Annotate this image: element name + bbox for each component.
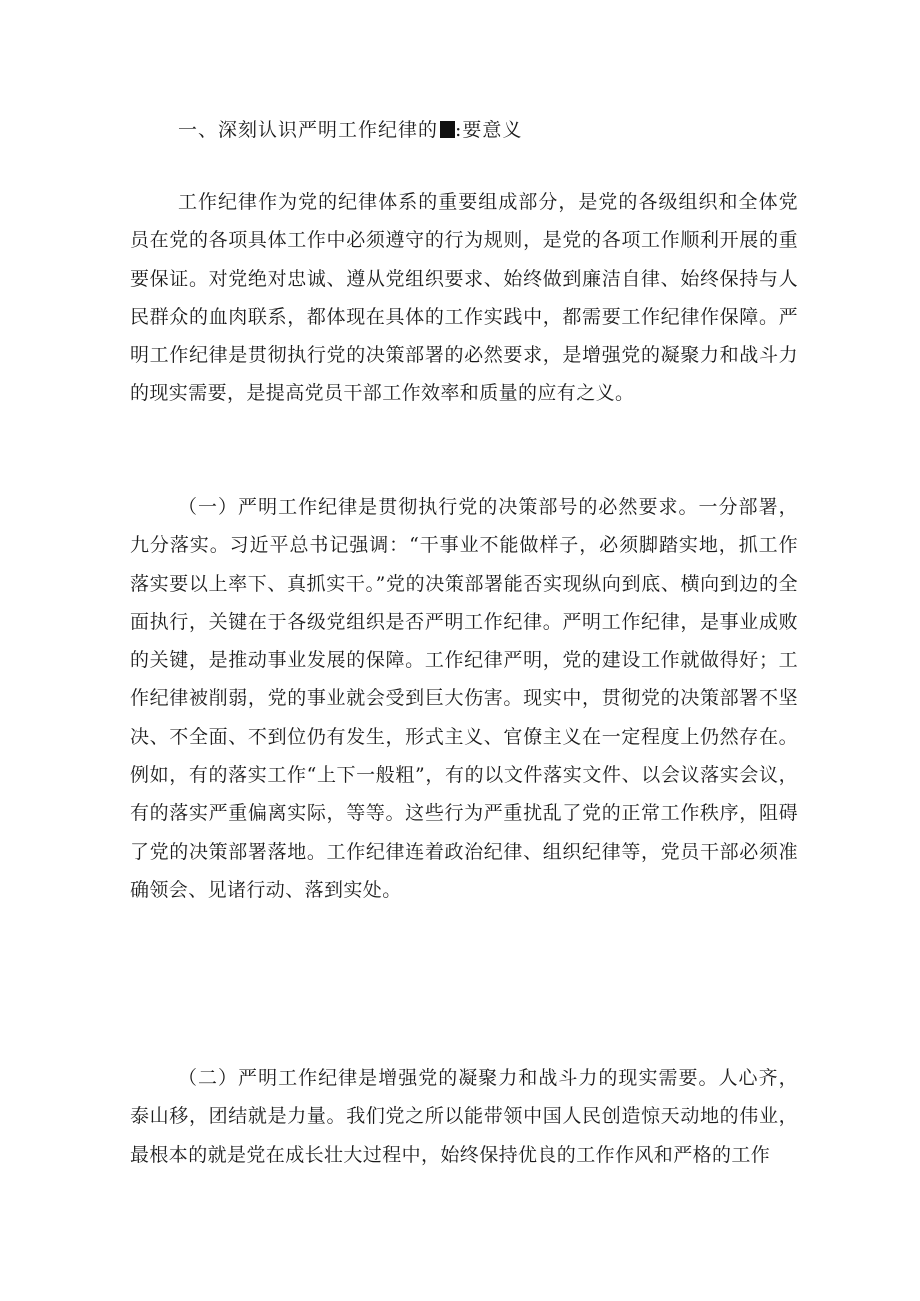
section-heading [178, 116, 522, 144]
redaction-mark [440, 121, 455, 138]
paragraph-intro: 工作纪律作为党的纪律体系的重要组成部分，是党的各级组织和全体党员在党的各项具体工作中必须遵守的行为规则，是党的各项工作顺利开展的重要保证。对党绝对忠诚、遵从党组织要求、始终做到廉洁自律、始终保持与人民群众的血肉联系，都体现在具体的工作实践中，都需要工作纪律作保障。严明工作纪律是贯彻执行党的决策部署的必然要求，是增强党的凝聚力和战斗力的现实需要，是提高党员干部工作效率和质量的应有之义。 [130, 191, 798, 405]
paragraph-point-two: （二）严明工作纪律是增强党的凝聚力和战斗力的现实需要。人心齐，泰山移，团结就是力量。我们党之所以能带领中国人民创造惊天动地的伟业，最根本的就是党在成长壮大过程中，始终保持优良的工作作风和严格的工作 [130, 1067, 798, 1166]
heading-text-prefix: 一、深刻认识严明工作纪律的 [178, 119, 439, 141]
heading-text-suffix: :要意义 [455, 119, 523, 141]
paragraph-point-one: （一）严明工作纪律是贯彻执行党的决策部号的必然要求。一分部署，九分落实。习近平总书记强调：“干事业不能做样子，必须脚踏实地，抓工作落实要以上率下、真抓实干。”党的决策部署能否实现纵向到底、横向到边的全面执行，关键在于各级党组织是否严明工作纪律。严明工作纪律，是事业成败的关键，是推动事业发展的保障。工作纪律严明，党的建设工作就做得好；工作纪律被削弱，党的事业就会受到巨大伤害。现实中，贯彻党的决策部署不坚决、不全面、不到位仍有发生，形式主义、官僚主义在一定程度上仍然存在。例如，有的落实工作“上下一般粗”，有的以文件落实文件、以会议落实会议，有的落实严重偏离实际，等等。这些行为严重扰乱了党的正常工作秩序，阻碍了党的决策部署落地。工作纪律连着政治纪律、组织纪律等，党员干部必须准确领会、见诸行动、落到实处。 [130, 496, 798, 901]
